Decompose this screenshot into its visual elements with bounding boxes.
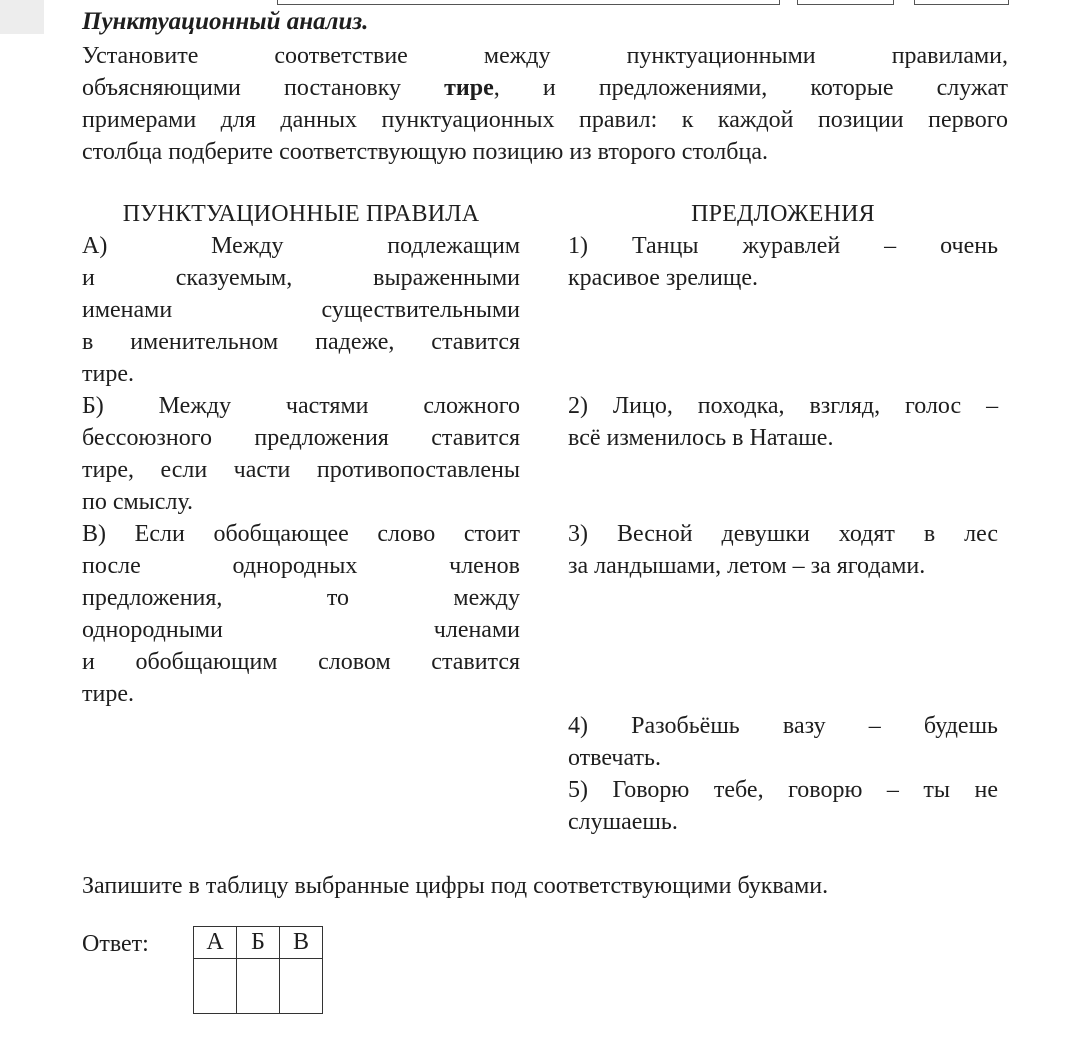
rule-item-b: Б) Между частями сложного бессоюзного предложения ставится тире, если части противопоставлены по смыслу.: [82, 393, 521, 515]
task-title: Пунктуационный анализ.: [82, 8, 369, 35]
sentences-column-header: ПРЕДЛОЖЕНИЯ: [691, 201, 875, 227]
sentence-item-3: 3) Весной девушки ходят в лес за ландышами, летом – за ягодами.: [568, 521, 999, 579]
top-border-line: [797, 4, 894, 5]
task-instructions: [82, 40, 1008, 168]
answer-cell-v[interactable]: [280, 959, 323, 1014]
top-border-line: [914, 4, 1009, 5]
answer-table: [193, 926, 323, 1014]
intro-line: примерами для данных пунктуационных правил: к каждой позиции первого: [82, 107, 1009, 133]
rule-item-a: А) Между подлежащим и сказуемым, выраженными именами существительными в именительном падеже, ставится тире.: [82, 233, 521, 387]
intro-line: столбца подберите соответствующую позицию из второго столбца.: [82, 139, 768, 165]
sentence-item-2: 2) Лицо, походка, взгляд, голос – всё изменилось в Наташе.: [568, 393, 999, 451]
sentence-item-5: 5) Говорю тебе, говорю – ты не слушаешь.: [568, 777, 999, 835]
answer-letter-a: А: [194, 927, 237, 959]
rule-item-v: В) Если обобщающее слово стоит после однородных членов предложения, то между однородными членами и обобщающим словом ставится тире.: [82, 521, 521, 707]
scan-corner-artifact: [0, 0, 44, 34]
answer-letter-v: В: [280, 927, 323, 959]
sentence-item-1: 1) Танцы журавлей – очень красивое зрелище.: [568, 233, 999, 291]
answer-cell-a[interactable]: [194, 959, 237, 1014]
sentence-item-4: 4) Разобьёшь вазу – будешь отвечать.: [568, 713, 998, 771]
answer-instruction: Запишите в таблицу выбранные цифры под соответствующими буквами.: [82, 873, 829, 899]
bold-term: тире: [444, 75, 494, 101]
rules-column-header: ПУНКТУАЦИОННЫЕ ПРАВИЛА: [122, 201, 480, 227]
top-border-line: [277, 4, 780, 5]
intro-line: объясняющими постановку тире, и предложениями, которые служат: [82, 75, 1008, 101]
intro-line: Установите соответствие между пунктуационными правилами,: [82, 43, 1009, 69]
answer-cell-b[interactable]: [237, 959, 280, 1014]
answer-letter-b: Б: [237, 927, 280, 959]
answer-label: Ответ:: [82, 931, 149, 957]
